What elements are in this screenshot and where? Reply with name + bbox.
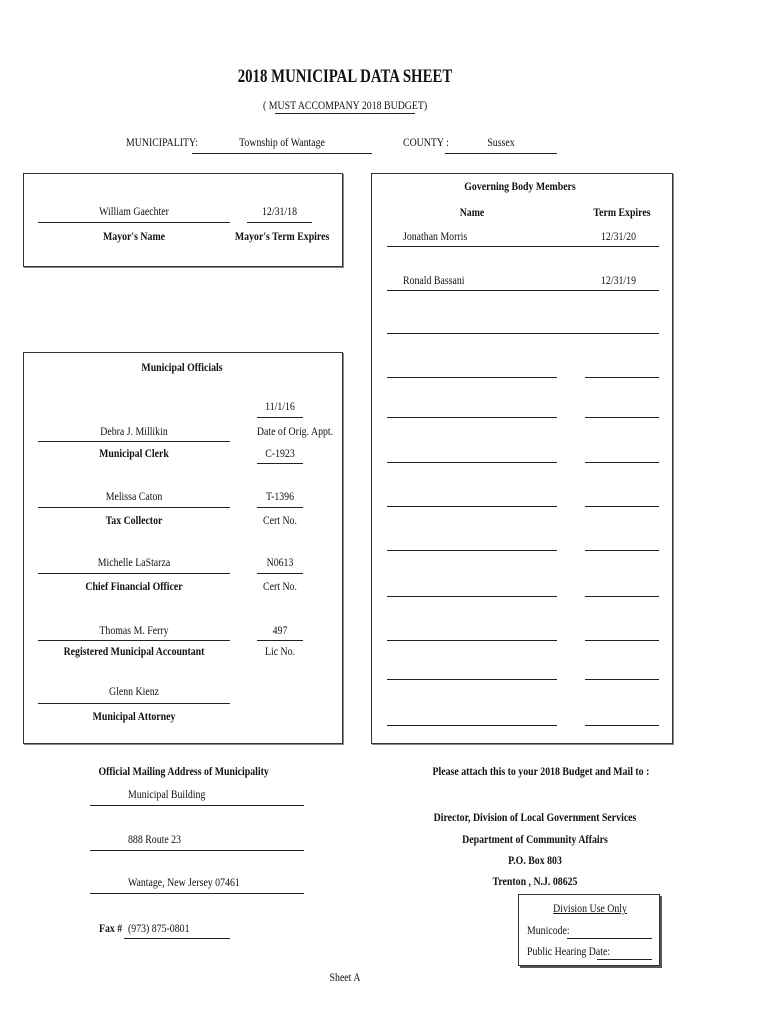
municode-label: Municode:	[527, 923, 570, 937]
clerk-orig-label: Date of Orig. Appt.	[256, 424, 334, 438]
tax-collector-name: Melissa Caton	[105, 489, 163, 503]
governing-body-box	[371, 173, 673, 744]
gb-member-term: 12/31/19	[601, 273, 636, 287]
division-use-title: Division Use Only	[553, 901, 627, 915]
cfo-label: Chief Financial Officer	[85, 579, 183, 593]
cfo-cert-label: Cert No.	[263, 579, 297, 593]
rma-name: Thomas M. Ferry	[99, 623, 169, 637]
send-line2: Department of Community Affairs	[462, 832, 608, 846]
attorney-label: Municipal Attorney	[92, 709, 176, 723]
clerk-cert: C-1923	[265, 446, 295, 460]
send-line4: Trenton , N.J. 08625	[492, 874, 578, 888]
cfo-name: Michelle LaStarza	[97, 555, 171, 569]
gb-name-header: Name	[459, 205, 485, 219]
municipality-label: MUNICIPALITY:	[126, 135, 198, 149]
fax-value: (973) 875-0801	[128, 921, 190, 935]
mayor-term: 12/31/18	[261, 204, 297, 218]
send-line3: P.O. Box 803	[508, 853, 562, 867]
clerk-name: Debra J. Millikin	[100, 424, 168, 438]
county-value: Sussex	[487, 135, 515, 149]
page-title: 2018 MUNICIPAL DATA SHEET	[237, 66, 453, 87]
tax-collector-label: Tax Collector	[105, 513, 163, 527]
county-label: COUNTY :	[403, 135, 449, 149]
tax-cert: T-1396	[265, 489, 295, 503]
sheet-label: Sheet A	[329, 970, 361, 984]
page-subtitle: ( MUST ACCOMPANY 2018 BUDGET)	[263, 98, 428, 112]
clerk-orig-date: 11/1/16	[265, 399, 295, 413]
fax-label: Fax #	[99, 921, 123, 935]
clerk-label: Municipal Clerk	[99, 446, 169, 460]
mailing-line2: 888 Route 23	[128, 832, 182, 846]
rma-lic: 497	[272, 623, 288, 637]
gb-member-term: 12/31/20	[601, 229, 636, 243]
gb-term-header: Term Expires	[593, 205, 651, 219]
gb-member-name: Ronald Bassani	[403, 273, 465, 287]
attorney-name: Glenn Kienz	[108, 684, 159, 698]
mayor-name: William Gaechter	[99, 204, 169, 218]
gb-member-name: Jonathan Morris	[403, 229, 468, 243]
mayor-term-label: Mayor's Term Expires	[234, 229, 330, 243]
mailing-line3: Wantage, New Jersey 07461	[128, 875, 240, 889]
cfo-cert: N0613	[266, 555, 294, 569]
municipality-value: Township of Wantage	[239, 135, 325, 149]
mayor-name-label: Mayor's Name	[102, 229, 166, 243]
governing-body-title: Governing Body Members	[464, 179, 576, 193]
rma-label: Registered Municipal Accountant	[63, 644, 205, 658]
mayor-box	[23, 173, 343, 267]
tax-cert-label: Cert No.	[263, 513, 297, 527]
hearing-date-label: Public Hearing Date:	[527, 944, 611, 958]
send-instruction: Please attach this to your 2018 Budget and Mail to :	[432, 764, 650, 778]
send-line1: Director, Division of Local Government Services	[433, 810, 637, 824]
mailing-line1: Municipal Building	[128, 787, 206, 801]
mailing-title: Official Mailing Address of Municipality	[98, 764, 269, 778]
officials-title: Municipal Officials	[141, 360, 223, 374]
rma-lic-label: Lic No.	[264, 644, 296, 658]
